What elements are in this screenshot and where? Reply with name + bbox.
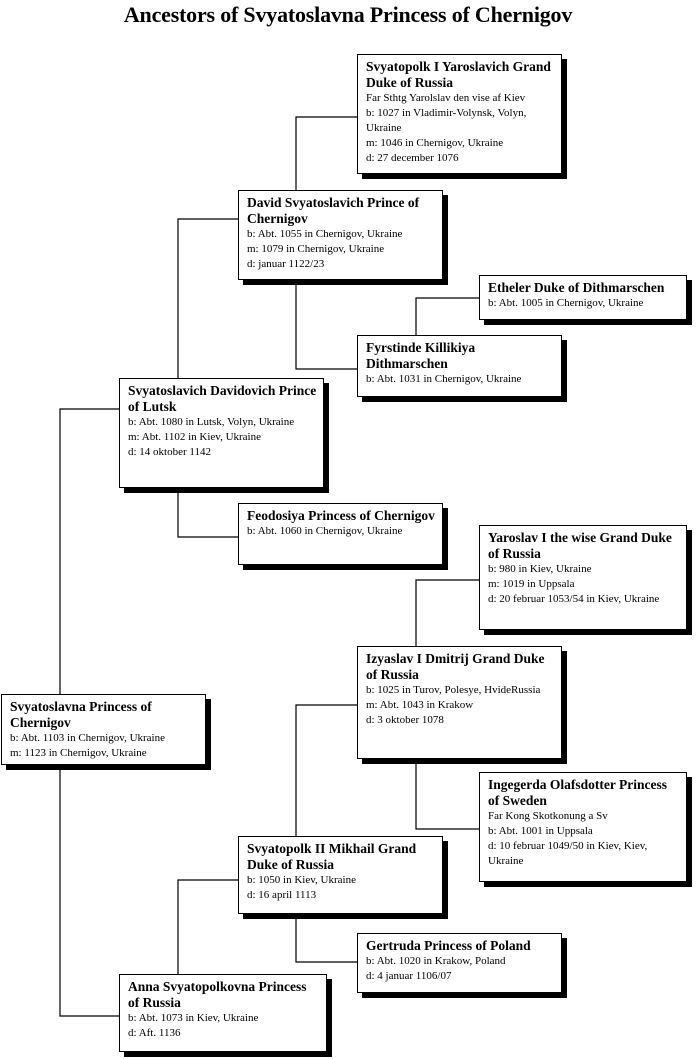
person-marriage: m: Abt. 1043 in Krakow	[366, 699, 474, 711]
person-box-svyatoslavich	[119, 378, 324, 488]
person-box-ingegerda	[479, 772, 687, 882]
person-birth: b: 1027 in Vladimir-Volynsk, Volyn, Ukraine	[366, 107, 527, 134]
connector-david-mother	[296, 280, 357, 369]
person-name: Svyatoslavich Davidovich Prince of Lutsk	[128, 383, 317, 414]
connector-svyatopolk2-father	[296, 705, 357, 836]
person-birth: b: 980 in Kiev, Ukraine	[488, 563, 592, 575]
connector-david-father	[296, 117, 357, 190]
person-marriage: m: 1019 in Uppsala	[488, 578, 575, 590]
person-box-svyatoslavna	[1, 694, 206, 765]
person-name: Fyrstinde Killikiya Dithmarschen	[366, 340, 476, 371]
person-name: Etheler Duke of Dithmarschen	[488, 280, 665, 295]
connector-killikiya-father	[416, 298, 479, 335]
person-birth: b: Abt. 1005 in Chernigov, Ukraine	[488, 297, 644, 309]
person-box-yaroslav	[479, 525, 687, 630]
person-box-killikiya	[357, 335, 562, 397]
connector-svyatoslavna-father	[60, 409, 119, 694]
person-birth: b: Abt. 1031 in Chernigov, Ukraine	[366, 373, 522, 385]
person-marriage: m: 1123 in Chernigov, Ukraine	[10, 747, 147, 759]
person-marriage: m: 1079 in Chernigov, Ukraine	[247, 243, 385, 255]
person-death: d: 3 oktober 1078	[366, 714, 444, 726]
person-birth: b: Abt. 1073 in Kiev, Ukraine	[128, 1012, 259, 1024]
person-name: Svyatopolk II Mikhail Grand Duke of Russia	[247, 841, 417, 872]
person-death: d: 16 april 1113	[247, 889, 317, 901]
person-box-svyatopolk2	[238, 836, 443, 914]
connector-izyaslav-father	[416, 580, 479, 646]
person-marriage: m: 1046 in Chernigov, Ukraine	[366, 137, 504, 149]
person-box-david	[238, 190, 443, 280]
person-box-izyaslav	[357, 646, 562, 759]
page-title: Ancestors of Svyatoslavna Princess of Chernigov	[123, 2, 573, 27]
person-name: Yaroslav I the wise Grand Duke of Russia	[488, 530, 672, 561]
person-name: Svyatopolk I Yaroslavich Grand Duke of Russia	[366, 59, 551, 90]
person-death: d: 20 februar 1053/54 in Kiev, Ukraine	[488, 593, 660, 605]
person-box-svyatopolk1	[357, 54, 562, 174]
person-detail: Far Sthtg Yarolslav den vise af Kiev	[366, 92, 526, 104]
person-birth: b: Abt. 1060 in Chernigov, Ukraine	[247, 525, 403, 537]
person-box-etheler	[479, 275, 687, 320]
person-name: Izyaslav I Dmitrij Grand Duke of Russia	[366, 651, 545, 682]
person-death: d: 10 februar 1049/50 in Kiev, Kiev, Ukraine	[488, 840, 648, 867]
person-death: d: Aft. 1136	[128, 1027, 181, 1039]
connector-svyatoslavich-mother	[178, 488, 238, 537]
person-name: Ingegerda Olafsdotter Princess of Sweden	[488, 777, 667, 808]
person-birth: b: Abt. 1080 in Lutsk, Volyn, Ukraine	[128, 416, 295, 428]
person-box-feodosiya	[238, 503, 443, 565]
person-marriage: m: Abt. 1102 in Kiev, Ukraine	[128, 431, 261, 443]
person-birth: b: 1025 in Turov, Polesye, HvideRussia	[366, 684, 541, 696]
person-box-gertruda	[357, 933, 562, 993]
connector-svyatopolk2-mother	[296, 914, 357, 962]
connector-svyatoslavna-mother	[60, 765, 119, 1016]
person-name: Gertruda Princess of Poland	[366, 938, 531, 953]
person-detail: Far Kong Skotkonung a Sv	[488, 810, 608, 822]
person-death: d: 4 januar 1106/07	[366, 970, 452, 982]
person-box-anna	[119, 974, 327, 1052]
person-death: d: 27 december 1076	[366, 152, 459, 164]
person-name: Feodosiya Princess of Chernigov	[247, 508, 435, 523]
connector-izyaslav-mother	[416, 759, 479, 829]
person-death: d: 14 oktober 1142	[128, 446, 211, 458]
person-birth: b: 1050 in Kiev, Ukraine	[247, 874, 356, 886]
person-name: Svyatoslavna Princess of Chernigov	[10, 699, 152, 730]
connector-svyatoslavich-father	[178, 219, 238, 378]
connector-anna-father	[178, 880, 238, 974]
person-birth: b: Abt. 1001 in Uppsala	[488, 825, 593, 837]
person-birth: b: Abt. 1055 in Chernigov, Ukraine	[247, 228, 403, 240]
person-name: David Svyatoslavich Prince of Chernigov	[247, 195, 420, 226]
person-name: Anna Svyatopolkovna Princess of Russia	[128, 979, 307, 1010]
person-birth: b: Abt. 1103 in Chernigov, Ukraine	[10, 732, 165, 744]
person-death: d: januar 1122/23	[247, 258, 325, 270]
person-birth: b: Abt. 1020 in Krakow, Poland	[366, 955, 506, 967]
